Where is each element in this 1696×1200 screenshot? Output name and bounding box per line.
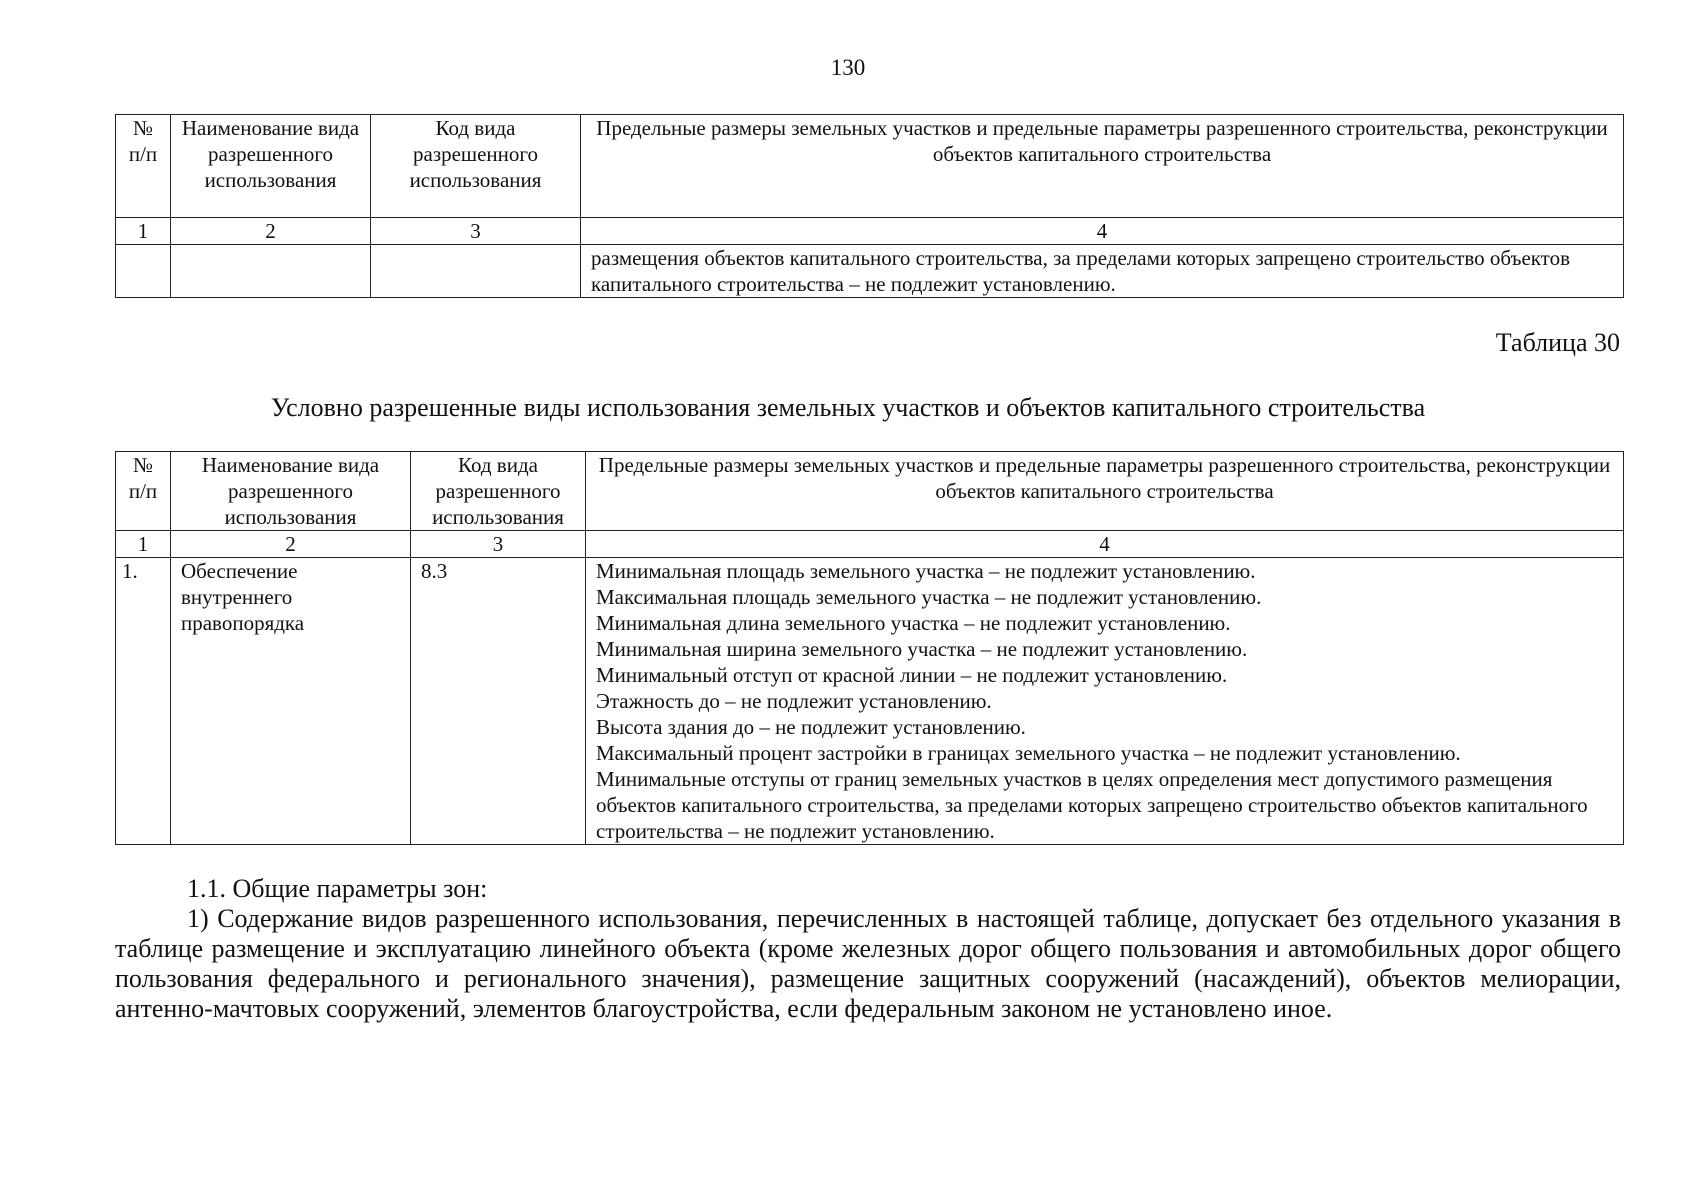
requirement-line: Минимальная площадь земельного участка – не подлежит установлению.: [596, 559, 1256, 583]
table-row: [116, 245, 1624, 298]
section-heading: 1.1. Общие параметры зон:: [187, 874, 488, 903]
header-cell-name: Наименование вида разрешенного использования: [171, 115, 371, 218]
table-header-row: [116, 452, 1624, 531]
header-cell-params: Предельные размеры земельных участков и предельные параметры разрешенного строительства, реконструкции объектов капитального строительства: [581, 115, 1624, 218]
row-code-cell: [371, 245, 581, 298]
column-number-row: [116, 218, 1624, 245]
column-number: 1: [116, 531, 171, 558]
table-row: [116, 558, 1624, 845]
requirement-line: Минимальная длина земельного участка – не подлежит установлению.: [596, 611, 1231, 635]
column-number-row: [116, 531, 1624, 558]
column-number: 4: [581, 218, 1624, 245]
row-params-cell: [586, 558, 1624, 845]
header-cell-no: № п/п: [116, 452, 171, 531]
column-number: 2: [171, 218, 371, 245]
column-number: 4: [586, 531, 1624, 558]
row-name-cell: [171, 245, 371, 298]
conditional-uses-table: [115, 451, 1624, 845]
section-body: [115, 874, 1621, 1024]
requirement-line: Высота здания до – не подлежит установлению.: [596, 715, 1026, 739]
requirement-line: Максимальная площадь земельного участка – не подлежит установлению.: [596, 585, 1262, 609]
column-number: 3: [371, 218, 581, 245]
continued-table: [115, 114, 1624, 298]
row-code-cell: 8.3: [411, 558, 586, 845]
requirement-line: Минимальная ширина земельного участка – не подлежит установлению.: [596, 637, 1248, 661]
table-caption: Таблица 30: [1495, 328, 1620, 357]
header-cell-code: Код вида разрешенного использования: [371, 115, 581, 218]
requirement-line: Минимальные отступы от границ земельных участков в целях определения мест допустимого размещения объектов капитального строительства, за пределами которых запрещено строительство объектов капитального строительства – не подлежит установлению.: [596, 767, 1588, 843]
table-header-row: [116, 115, 1624, 218]
requirement-line: Минимальный отступ от красной линии – не подлежит установлению.: [596, 663, 1228, 687]
section-paragraph: 1) Содержание видов разрешенного использования, перечисленных в настоящей таблице, допускает без отдельного указания в таблице размещение и эксплуатацию линейного объекта (кроме железных дорог общего пользования и автомобильных дорог общего пользования федерального и регионального значения), размещение защитных сооружений (насаждений), объектов мелиорации, антенно-мачтовых сооружений, элементов благоустройства, если федеральным законом не установлено иное.: [115, 904, 1621, 1023]
row-params-cell: размещения объектов капитального строительства, за пределами которых запрещено строительство объектов капитального строительства – не подлежит установлению.: [581, 245, 1624, 298]
page-number: 130: [830, 55, 866, 80]
header-cell-no: № п/п: [116, 115, 171, 218]
column-number: 3: [411, 531, 586, 558]
requirement-line: Максимальный процент застройки в границах земельного участка – не подлежит установлению.: [596, 741, 1461, 765]
header-cell-params: Предельные размеры земельных участков и предельные параметры разрешенного строительства, реконструкции объектов капитального строительства: [586, 452, 1624, 531]
row-name-cell: Обеспечение внутреннего правопорядка: [171, 558, 411, 845]
table-title: Условно разрешенные виды использования земельных участков и объектов капитального строительства: [270, 393, 1426, 422]
row-no-cell: [116, 245, 171, 298]
row-no-cell: 1.: [116, 558, 171, 845]
requirement-line: Этажность до – не подлежит установлению.: [596, 689, 992, 713]
header-cell-name: Наименование вида разрешенного использования: [171, 452, 411, 531]
header-cell-code: Код вида разрешенного использования: [411, 452, 586, 531]
column-number: 2: [171, 531, 411, 558]
column-number: 1: [116, 218, 171, 245]
